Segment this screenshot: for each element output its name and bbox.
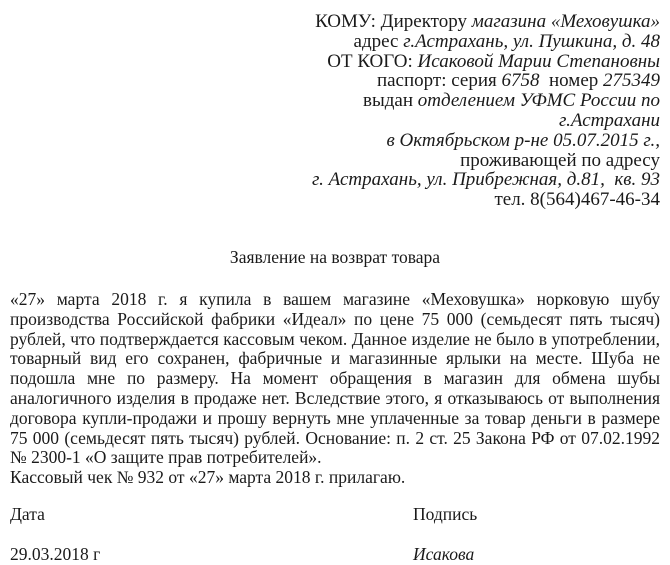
text-segment: магазина «Меховушка»: [471, 11, 660, 32]
signature-label: Подпись: [413, 503, 478, 524]
text-segment: проживающей по адресу: [460, 149, 660, 171]
recipient-line: [10, 12, 660, 32]
signature-value: Исакова: [413, 543, 475, 564]
text-segment: 6758: [501, 70, 540, 92]
body-paragraph: «27» марта 2018 г. я купила в вашем магазине «Меховушка» норковую шубу производства Российской фабрики «Идеал» по цене 75 000 (семьдесят пять тысяч) рублей, что подтверждается кассовым чеком. Данное изделие не было в употреблении, товарный вид его сохранен, фабричные и магазинные ярлыки на месте. Шуба не подошла мне по размеру. На момент обращения в магазин для обмена шубы аналогичного изделия в продаже нет. Вследствие этого, я отказываюсь от выполнения договора купли-продажи и прошу вернуть мне уплаченные за товар деньги в размере 75 000 (семьдесят пять тысяч) рублей. Основание: п. 2 ст. 25 Закона РФ от 07.02.1992 № 2300-1 «О защите прав потребителей».: [10, 288, 660, 468]
text-segment: отделением УФМС России по: [417, 90, 660, 112]
sender-name-line: [10, 52, 660, 72]
text-segment: 275349: [603, 70, 660, 92]
passport-issued-date-line: [10, 131, 660, 151]
document-title: Заявление на возврат товара: [229, 246, 441, 267]
passport-issued-city-line: [10, 111, 660, 131]
text-segment: г.Астрахань, ул. Пушкина, д. 48: [403, 30, 660, 52]
residence-intro-line: [10, 151, 660, 171]
attachment-line: Кассовый чек № 932 от «27» марта 2018 г. прилагаю.: [10, 467, 406, 488]
document-header: [0, 12, 670, 210]
text-segment: выдан: [363, 90, 418, 112]
passport-line: [10, 71, 660, 91]
recipient-address-line: [10, 32, 660, 52]
text-segment: г. Астрахань, ул. Прибрежная, д.81, кв. 93: [311, 169, 660, 191]
text-segment: Исаковой Марии Степановны: [417, 50, 660, 72]
text-segment: тел. 8(564)467-46-34: [494, 189, 660, 211]
date-value: 29.03.2018 г: [10, 543, 101, 564]
text-segment: г.Астрахани: [559, 109, 660, 131]
date-label: Дата: [10, 503, 45, 524]
phone-line: [10, 190, 660, 210]
text-segment: ОТ КОГО:: [327, 50, 418, 72]
text-segment: адрес: [353, 30, 404, 52]
residence-address-line: [10, 170, 660, 190]
text-segment: КОМУ: Директору: [315, 11, 472, 32]
signature-section: [10, 504, 660, 564]
text-segment: паспорт: серия: [376, 70, 502, 92]
text-segment: номер: [539, 70, 603, 92]
text-segment: в Октябрьском р-не 05.07.2015 г.,: [386, 129, 660, 151]
passport-issued-line: [10, 91, 660, 111]
